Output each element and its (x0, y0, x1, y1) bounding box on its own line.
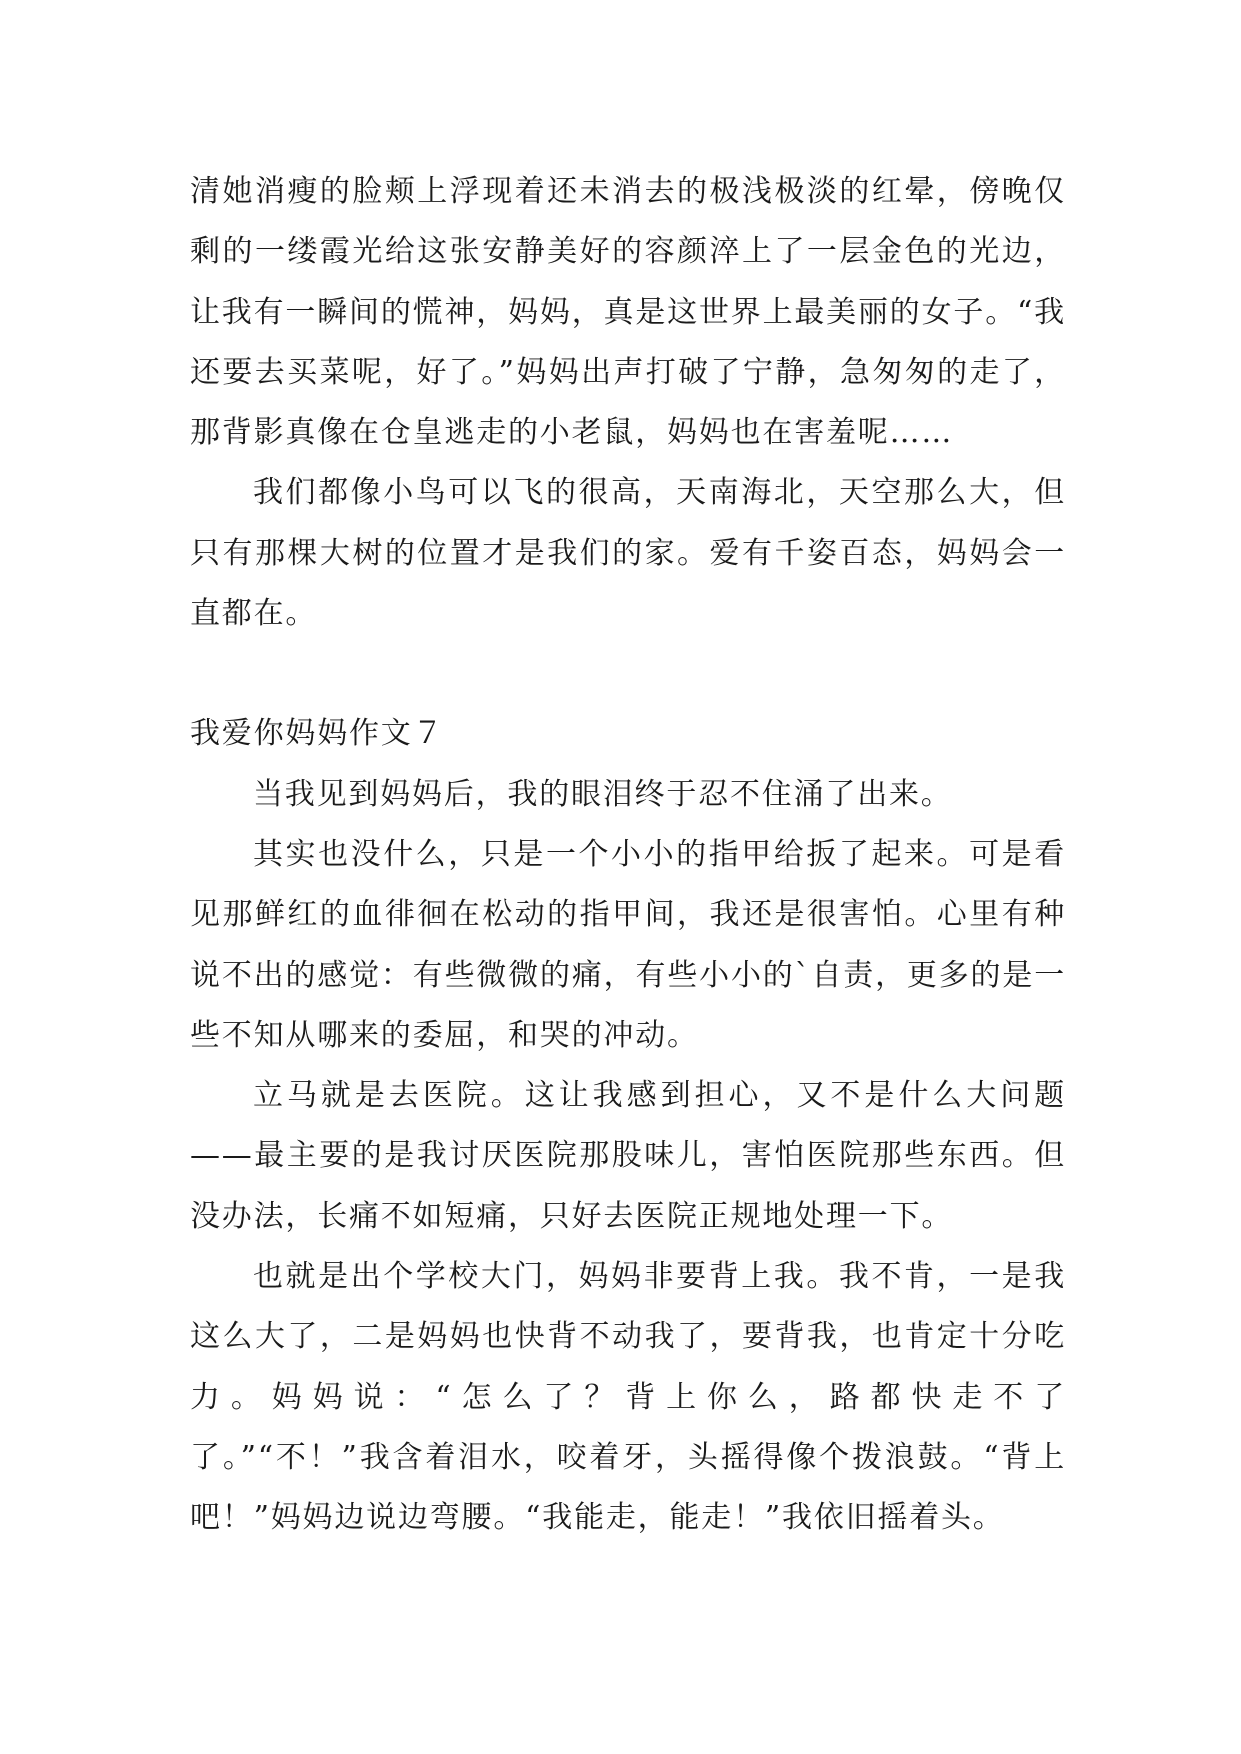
essay-paragraph-1: 当我见到妈妈后，我的眼泪终于忍不住涌了出来。 (253, 776, 953, 812)
closing-paragraph: 我们都像小鸟可以飞的很高，天南海北，天空那么大，但只有那棵大树的位置才是我们的家。爱有千姿百态，妈妈会一直都在。 (190, 475, 1066, 632)
section-spacer (190, 644, 1066, 704)
continuation-paragraph: 清她消瘦的脸颊上浮现着还未消去的极浅极淡的红晕，傍晚仅剩的一缕霞光给这张安静美好的容颜淬上了一层金色的光边，让我有一瞬间的慌神，妈妈，真是这世界上最美丽的女子。“我还要去买菜呢，好了。”妈妈出声打破了宁静，急匆匆的走了，那背影真像在仓皇逃走的小老鼠，妈妈也在害羞呢…… (190, 174, 1066, 451)
essay-title: 我爱你妈妈作文７ (190, 716, 445, 752)
essay-paragraph-4: 也就是出个学校大门，妈妈非要背上我。我不肯，一是我这么大了，二是妈妈也快背不动我了，要背我，也肯定十分吃力。妈妈说：“怎么了？背上你么，路都快走不了了。”“不！”我含着泪水，咬着牙，头摇得像个拨浪鼓。“背上吧！”妈妈边说边弯腰。“我能走，能走！”我依旧摇着头。 (190, 1259, 1066, 1536)
essay-paragraph-2: 其实也没什么，只是一个小小的指甲给扳了起来。可是看见那鲜红的血徘徊在松动的指甲间，我还是很害怕。心里有种说不出的感觉：有些微微的痛，有些小小的`自责，更多的是一些不知从哪来的委屈，和哭的冲动。 (190, 836, 1066, 1053)
document-body (190, 162, 1066, 1549)
essay-paragraph-3: 立马就是去医院。这让我感到担心，又不是什么大问题——最主要的是我讨厌医院那股味儿，害怕医院那些东西。但没办法，长痛不如短痛，只好去医院正规地处理一下。 (190, 1078, 1066, 1234)
